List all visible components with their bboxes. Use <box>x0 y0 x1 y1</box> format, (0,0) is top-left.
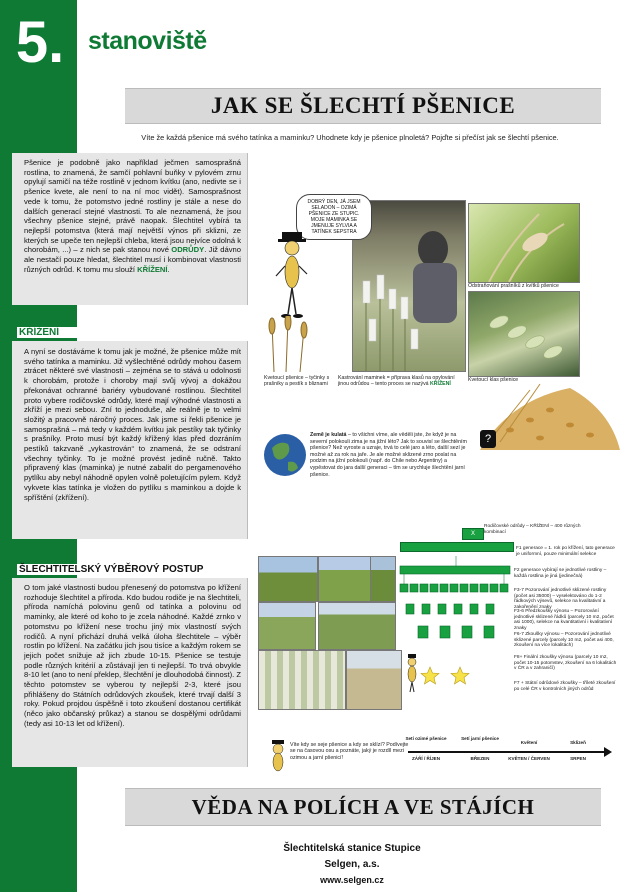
globe-icon <box>262 432 308 478</box>
f1-bar <box>400 542 514 552</box>
krizeni-text: A nyní se dostáváme k tomu jak je možné, že pšenice může mít svého tatínka a maminku. Již vyšlechtěné odrůdy mohou časem ztrácet některé své vlastnosti – zejména se to stává u odolnosti k chorobám, protože i choroby mají svůj vývoj a dokážou překonávat ochranné bariéry vybudované rostlinou. Šlechtitel proto vybere rodičovské odrůdy, které mají výhodné vlastnosti a zkříží je mezi sebou. Zní to jednoduše, ale reálně je to velmi složitý a pracovně náročný proces. Jak jsme si řekli pšenice je samosprašná – má tedy v každém kvítku jak pestíky tak tyčinky s prašníky. Proto musí být každý křížený klas před dozráním pestíků takzvaně „vykastrován“ to znamená, že se odstraní všechny tyčinky. To je možné provést jedině ručně. Takto připravený klas (maminka) je nutné zabalit do pergamenového pytlíku aby nebyl náhodně opylen volně poletujícím pylem. Když vykvete klas tatínka je vložen do pytlíku s maminkou a dojde k spříštění (zkřížení). <box>24 347 241 502</box>
timeline-axis <box>408 751 608 753</box>
field-photo-3 <box>258 602 316 650</box>
postup-panel <box>7 578 248 767</box>
intro-text: Víte že každá pšenice má svého tatínka a maminku? Uhodnete kdy je pšenice plnoletá? Pojďte si přečíst jak se šlechtí pšenice. <box>141 133 559 142</box>
timeline-bottom-1: BŘEZEN <box>470 756 490 761</box>
postup-heading: ŠLECHTITELSKÝ VÝBĚROVÝ POSTUP <box>17 564 259 575</box>
field-photo-6 <box>258 650 346 710</box>
timeline-bottom-3: SRPEN <box>570 756 586 761</box>
footer-title: VĚDA NA POLÍCH A VE STÁJÍCH <box>125 788 601 826</box>
timeline-top-1: Setí jarní pšenice <box>461 736 499 741</box>
footer-line-1: Šlechtitelská stanice Stupice <box>283 843 421 854</box>
speech-bubble: DOBRÝ DEN, JÁ JSEM SELADON – OZIMÁ PŠENICE ZE STUPIC. MOJE MAMINKA SE JMENUJE SYLVIA A TATÍNEK SEPSTRA <box>296 194 372 240</box>
field-photo-4 <box>318 602 396 650</box>
diagram-top-label: Rodičovské odrůdy – KŘÍŽENÍ – 400 různých kombinací <box>484 524 581 535</box>
timeline-arrow-icon <box>604 747 612 757</box>
krizeni-panel <box>7 341 248 539</box>
intro-paragraph: Pšenice je podobně jako například ječmen samosprašná rostlina, to znamená, že samčí pohlavní buňky v pylovém zrnu opylují samičí na téže rostlině v jednom kvítku (ano, nedivte se i pšenice kvete, ale není to na ní moc vidět). Samosprašnost vede k tomu, že potomstvo jedné rostliny je stále a nese do dalších generací stejné vlastnosti. To ale neznamená, že jsou všechny pšenice stejné, právě naopak. Šlechtitel vybírá ta nejlepší potomstva (která mají největší výnos při sklizni, ze kterých se upeče ten nejlepší chleba, která jsou nejvíce odolná k chorobám, ...) – z nich se pak stanou nové ODRŮDY. Již dávno ale nestačí pouze hledat, šlechtitel musí i kombinovat vlastnosti různých odrůd. K tomu mu slouží KŘÍŽENÍ. <box>24 158 241 274</box>
flowering-spike-photo <box>468 291 580 377</box>
selected-varieties-stars-icon <box>420 666 480 686</box>
field-photo-5 <box>370 556 396 602</box>
intro-panel <box>7 153 248 305</box>
caption-anther-removal: Odstraňování prašníků z kvítků pšenice <box>468 283 559 289</box>
station-label: stanoviště <box>88 27 207 55</box>
f5-label: F6-7 Zkoušky výnosu – Pozorování jednotlivé sklizené parcely (parcely 10 m2, počet asi 400, zkoušení na více lokalitách) <box>514 632 614 649</box>
timeline-bottom-0: ZÁŘÍ / ŘÍJEN <box>411 756 441 761</box>
f1-label: F1 generace = 1. rok po křížení, tato generace je uniformní, pouze minimální selekce <box>516 546 615 557</box>
krizeni-term: KŘÍŽENÍ <box>137 264 168 274</box>
selection-scheme-icon <box>396 556 516 666</box>
f4-label: F3-6 Předzkoušky výnosu – Pozorování jednotlivé sklizené řádků (parcely 10 m2, počet asi 1000), selekce na kvantitativní i kvalitativní znaky <box>514 609 614 631</box>
field-photo-7 <box>346 650 402 710</box>
station-number: 5. <box>15 10 65 75</box>
f2-label: F2 generace vybírají se jednotlivé rostliny – každá rostlina je jiná (jedinečná) <box>514 568 607 579</box>
caption-spike: Kvetoucí klas pšenice <box>468 377 519 383</box>
page-title: JAK SE ŠLECHTÍ PŠENICE <box>125 88 601 124</box>
globe-text: Země je kulatá – to všichni víme, ale věděli jste, že když je na severní polokouli zima je na jižní léto? Jak to souvisí se šlechtěním pšenice? Než vyroste a uzraje, trvá to celé jaro a léto, další sezí je možné až za rok na jaře. Je ale možné sklizené zrno poslat na podzim na jižní polokouli (např. do Chile nebo Argentiny) a vypěstovat do jara další generaci – tím se urychluje šlechtění jarní pšenice. <box>310 432 467 478</box>
timeline-bottom-2: KVĚTEN / ČERVEN <box>508 756 550 761</box>
f7-label: F7 + Státní odrůdové zkoušky – tříleté zkoušení po celé ČR v kontrolních jiných odrůd <box>514 681 616 692</box>
timeline-top-3: Sklizeň <box>570 740 586 745</box>
seladon-mascot-icon <box>274 232 310 322</box>
f6-label: F8+ Finální zkoušky výnosu (parcely 10 m2, počet 10-15 potomstev, zkoušení na 6 lokalitách v ČR a v zahraničí) <box>514 655 617 672</box>
timeline-top-2: Květení <box>520 740 538 745</box>
footer-line-2: Selgen, a.s. <box>324 859 380 870</box>
footer-website: www.selgen.cz <box>320 875 384 885</box>
anther-removal-photo <box>468 203 580 283</box>
krizeni-heading: KŘÍŽENÍ <box>17 327 239 338</box>
small-mascot-icon <box>404 654 420 694</box>
wheat-plant-illustration-icon <box>264 316 316 372</box>
f37-label: F3-7 Pozorování jednotlivé sklizené rostliny (počet asi 35000) – vyselektováno do 1-2 řádkových výsevů, selekce na kvalitativní a zakořenění znaky <box>514 588 607 610</box>
odrudy-term: ODRŮDY <box>171 245 205 255</box>
question-icon: ? <box>480 430 496 448</box>
cross-icon: X <box>462 528 484 540</box>
field-photo-1 <box>258 556 318 602</box>
field-photo-2 <box>318 556 372 602</box>
timeline-top-0: Setí ozimé pšenice <box>405 736 447 741</box>
caption-flowering: Kvetoucí pšenice – tyčinky s prašníky a pestík s bliznami <box>264 375 330 388</box>
postup-text: O tom jaké vlastnosti budou přenesený do potomstva po křížení rozhoduje šlechtitel a příroda. Kdo budou rodiče je na šlechtiteli, příroda namíchá polovinu genů od tatínka a polovinu od maminky, ale které od koho to je zcela náhodné. Každé zrnko v potomstvu po křížení nese trochu jiný mix vlastností svých rodičů. A nyní přichází druhá velká úloha šlechtitele – výběr rostlin po křížení. Na začátku jich jsou tisíce a každým rokem se jejich počet snižuje až jich zbude 10-15. Pšenice se testuje podle různých kritérií a zůstávají jen ti nejlepší. To trvá obvykle 8-10 let (ano to není překlep, šlechtění je dlouhodobá činnost). Z těchto potomstev se vyberou ty nejlepší 2-3, které jsou přihlášeny do Státních odrůdových zkoušek, které trvají další 3 roky. Pokud projdou úspěšně i toto zkoušení dostanou certifikát (něco jako občanský průkaz) a stanou se dospělými odrůdami (tedy asi 10-13 let od křížení). <box>24 583 241 728</box>
timeline-question: Víte kdy se seje pšenice a kdy se sklízí? Podívejte se na časovou osu a poznáte, jaký je rozdíl mezi ozimou a jarní pšenicí! <box>290 742 409 761</box>
caption-castration: Kastrování maminek = příprava klasů na opylování jinou odrůdou – tento proces se nazývá KŘÍŽENÍ <box>338 375 455 388</box>
